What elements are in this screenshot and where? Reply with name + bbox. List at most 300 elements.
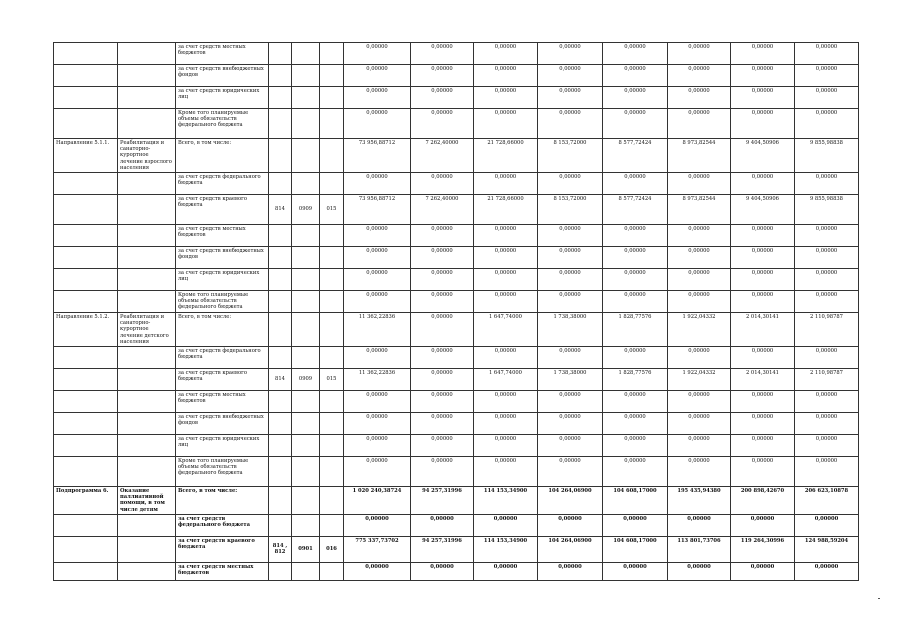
year-amount-cell: 0,00000 (795, 247, 859, 269)
program-code-cell (54, 391, 118, 413)
year-amount-cell: 0,00000 (731, 247, 795, 269)
grbs-code-cell (269, 347, 292, 369)
year-amount-cell: 0,00000 (795, 514, 859, 536)
year-amount-cell: 0,00000 (538, 247, 603, 269)
program-code-cell (54, 562, 118, 580)
year-amount-cell: 0,00000 (795, 269, 859, 291)
grbs-code-cell (269, 247, 292, 269)
year-amount-cell: 0,00000 (411, 65, 474, 87)
year-amount-cell: 0,00000 (474, 457, 538, 487)
section-code-cell (292, 109, 320, 139)
section-code-cell (292, 65, 320, 87)
grbs-code-cell (269, 313, 292, 347)
year-amount-cell: 0,00000 (668, 87, 731, 109)
funding-source-cell: за счет средств федерального бюджета (176, 514, 269, 536)
year-amount-cell: 0,00000 (603, 457, 668, 487)
grbs-code-cell: 814 , 812 (269, 536, 292, 562)
target-code-cell (320, 87, 344, 109)
target-code-cell (320, 43, 344, 65)
year-amount-cell: 0,00000 (474, 173, 538, 195)
program-name-cell (118, 369, 176, 391)
funding-source-cell: за счет средств местных бюджетов (176, 43, 269, 65)
funding-source-cell: Всего, в том числе: (176, 313, 269, 347)
year-amount-cell: 0,00000 (411, 347, 474, 369)
funding-source-cell: за счет средств федерального бюджета (176, 173, 269, 195)
year-amount-cell: 0,00000 (668, 109, 731, 139)
year-amount-cell: 0,00000 (411, 457, 474, 487)
year-amount-cell: 0,00000 (474, 225, 538, 247)
program-name-cell (118, 457, 176, 487)
year-amount-cell: 0,00000 (538, 514, 603, 536)
year-amount-cell: 0,00000 (795, 391, 859, 413)
year-amount-cell: 0,00000 (474, 514, 538, 536)
target-code-cell (320, 313, 344, 347)
year-amount-cell: 1 647,74000 (474, 369, 538, 391)
section-code-cell (292, 487, 320, 515)
target-code-cell (320, 347, 344, 369)
total-amount-cell: 0,00000 (344, 413, 411, 435)
year-amount-cell: 0,00000 (731, 413, 795, 435)
funding-source-cell: Всего, в том числе: (176, 487, 269, 515)
section-code-cell (292, 562, 320, 580)
year-amount-cell: 0,00000 (603, 43, 668, 65)
year-amount-cell: 0,00000 (538, 435, 603, 457)
year-amount-cell: 104 264,06900 (538, 536, 603, 562)
program-code-cell (54, 173, 118, 195)
year-amount-cell: 0,00000 (411, 391, 474, 413)
total-amount-cell: 11 362,22836 (344, 369, 411, 391)
funding-source-cell: за счет средств краевого бюджета (176, 536, 269, 562)
section-code-cell (292, 247, 320, 269)
year-amount-cell: 0,00000 (474, 291, 538, 313)
program-name-cell (118, 413, 176, 435)
year-amount-cell: 0,00000 (795, 225, 859, 247)
grbs-code-cell (269, 87, 292, 109)
year-amount-cell: 0,00000 (411, 269, 474, 291)
year-amount-cell: 0,00000 (603, 291, 668, 313)
year-amount-cell: 0,00000 (603, 173, 668, 195)
program-code-cell (54, 43, 118, 65)
year-amount-cell: 114 153,34900 (474, 487, 538, 515)
year-amount-cell: 1 922,04332 (668, 369, 731, 391)
program-code-cell (54, 536, 118, 562)
year-amount-cell: 0,00000 (668, 43, 731, 65)
total-amount-cell: 775 337,73702 (344, 536, 411, 562)
year-amount-cell: 94 257,31996 (411, 487, 474, 515)
funding-source-cell: за счет средств краевого бюджета (176, 369, 269, 391)
total-amount-cell: 73 956,88712 (344, 195, 411, 225)
table-row (54, 413, 859, 435)
program-code-cell (54, 291, 118, 313)
program-name-cell (118, 435, 176, 457)
funding-source-cell: Кроме того планируемые объемы обязательств федерального бюджета (176, 291, 269, 313)
program-code-cell: Направление 5.1.2. (54, 313, 118, 347)
funding-source-cell: за счет средств внебюджетных фондов (176, 65, 269, 87)
total-amount-cell: 0,00000 (344, 247, 411, 269)
year-amount-cell: 8 153,72000 (538, 139, 603, 173)
year-amount-cell: 0,00000 (411, 247, 474, 269)
year-amount-cell: 1 828,77576 (603, 369, 668, 391)
year-amount-cell: 0,00000 (731, 514, 795, 536)
target-code-cell: 016 (320, 536, 344, 562)
year-amount-cell: 0,00000 (474, 562, 538, 580)
funding-source-cell: за счет средств внебюджетных фондов (176, 413, 269, 435)
year-amount-cell: 0,00000 (795, 347, 859, 369)
total-amount-cell: 0,00000 (344, 225, 411, 247)
target-code-cell (320, 435, 344, 457)
year-amount-cell: 0,00000 (603, 562, 668, 580)
grbs-code-cell (269, 109, 292, 139)
grbs-code-cell (269, 291, 292, 313)
year-amount-cell: 0,00000 (538, 269, 603, 291)
year-amount-cell: 0,00000 (795, 457, 859, 487)
total-amount-cell: 0,00000 (344, 291, 411, 313)
target-code-cell (320, 225, 344, 247)
program-name-cell: Реабилитация и санаторно-курортное лечение детского населения (118, 313, 176, 347)
total-amount-cell: 0,00000 (344, 109, 411, 139)
target-code-cell (320, 109, 344, 139)
section-code-cell (292, 347, 320, 369)
year-amount-cell: 0,00000 (731, 391, 795, 413)
program-name-cell (118, 173, 176, 195)
funding-source-cell: за счет средств внебюджетных фондов (176, 247, 269, 269)
year-amount-cell: 8 973,82544 (668, 195, 731, 225)
section-code-cell (292, 269, 320, 291)
section-code-cell (292, 173, 320, 195)
funding-source-cell: Всего, в том числе: (176, 139, 269, 173)
program-code-cell (54, 347, 118, 369)
section-code-cell (292, 87, 320, 109)
target-code-cell (320, 247, 344, 269)
funding-source-cell: за счет средств краевого бюджета (176, 195, 269, 225)
program-name-cell: Оказание паллиативной помощи, в том числе детям (118, 487, 176, 515)
year-amount-cell: 104 264,06900 (538, 487, 603, 515)
year-amount-cell: 0,00000 (603, 247, 668, 269)
year-amount-cell: 0,00000 (795, 413, 859, 435)
table-row (54, 435, 859, 457)
year-amount-cell: 2 014,30141 (731, 313, 795, 347)
table-row (54, 391, 859, 413)
year-amount-cell: 0,00000 (474, 87, 538, 109)
table-row (54, 225, 859, 247)
year-amount-cell: 0,00000 (603, 65, 668, 87)
year-amount-cell: 0,00000 (795, 43, 859, 65)
section-code-cell (292, 139, 320, 173)
table-row (54, 487, 859, 515)
year-amount-cell: 0,00000 (668, 457, 731, 487)
year-amount-cell: 0,00000 (538, 87, 603, 109)
year-amount-cell: 0,00000 (603, 413, 668, 435)
year-amount-cell: 1 922,04332 (668, 313, 731, 347)
year-amount-cell: 104 608,17000 (603, 536, 668, 562)
year-amount-cell: 0,00000 (731, 562, 795, 580)
target-code-cell (320, 457, 344, 487)
table-row (54, 313, 859, 347)
program-code-cell (54, 65, 118, 87)
year-amount-cell: 0,00000 (795, 291, 859, 313)
year-amount-cell: 7 262,40000 (411, 139, 474, 173)
grbs-code-cell (269, 139, 292, 173)
year-amount-cell: 0,00000 (603, 435, 668, 457)
target-code-cell: 015 (320, 369, 344, 391)
grbs-code-cell (269, 514, 292, 536)
year-amount-cell: 0,00000 (603, 514, 668, 536)
program-name-cell (118, 536, 176, 562)
section-code-cell (292, 457, 320, 487)
funding-source-cell: за счет средств местных бюджетов (176, 225, 269, 247)
total-amount-cell: 0,00000 (344, 43, 411, 65)
grbs-code-cell (269, 225, 292, 247)
program-code-cell (54, 269, 118, 291)
year-amount-cell: 8 577,72424 (603, 195, 668, 225)
year-amount-cell: 119 264,30996 (731, 536, 795, 562)
year-amount-cell: 2 014,30141 (731, 369, 795, 391)
total-amount-cell: 1 020 240,38724 (344, 487, 411, 515)
section-code-cell: 0901 (292, 536, 320, 562)
table-row (54, 536, 859, 562)
year-amount-cell: 0,00000 (603, 391, 668, 413)
year-amount-cell: 0,00000 (731, 87, 795, 109)
year-amount-cell: 0,00000 (411, 369, 474, 391)
table-row (54, 109, 859, 139)
year-amount-cell: 0,00000 (668, 435, 731, 457)
section-code-cell (292, 514, 320, 536)
year-amount-cell: 0,00000 (603, 225, 668, 247)
funding-source-cell: за счет средств федерального бюджета (176, 347, 269, 369)
year-amount-cell: 0,00000 (731, 291, 795, 313)
year-amount-cell: 0,00000 (474, 269, 538, 291)
year-amount-cell: 114 153,34900 (474, 536, 538, 562)
funding-source-cell: за счет средств юридических лиц (176, 269, 269, 291)
year-amount-cell: 0,00000 (603, 109, 668, 139)
year-amount-cell: 0,00000 (538, 291, 603, 313)
target-code-cell (320, 391, 344, 413)
year-amount-cell: 1 738,38000 (538, 313, 603, 347)
table-row (54, 247, 859, 269)
grbs-code-cell (269, 457, 292, 487)
total-amount-cell: 0,00000 (344, 457, 411, 487)
year-amount-cell: 113 801,73706 (668, 536, 731, 562)
program-code-cell: Направление 5.1.1. (54, 139, 118, 173)
table-row (54, 65, 859, 87)
year-amount-cell: 0,00000 (668, 225, 731, 247)
table-row (54, 269, 859, 291)
year-amount-cell: 104 608,17000 (603, 487, 668, 515)
section-code-cell (292, 225, 320, 247)
year-amount-cell: 2 110,98787 (795, 313, 859, 347)
year-amount-cell: 0,00000 (538, 347, 603, 369)
program-code-cell (54, 247, 118, 269)
year-amount-cell: 0,00000 (603, 347, 668, 369)
year-amount-cell: 0,00000 (538, 562, 603, 580)
table-row (54, 369, 859, 391)
year-amount-cell: 0,00000 (474, 247, 538, 269)
program-code-cell (54, 514, 118, 536)
grbs-code-cell (269, 269, 292, 291)
year-amount-cell: 0,00000 (668, 391, 731, 413)
year-amount-cell: 0,00000 (538, 225, 603, 247)
year-amount-cell: 0,00000 (474, 435, 538, 457)
year-amount-cell: 0,00000 (474, 347, 538, 369)
grbs-code-cell (269, 413, 292, 435)
year-amount-cell: 124 988,59204 (795, 536, 859, 562)
year-amount-cell: 0,00000 (668, 291, 731, 313)
year-amount-cell: 0,00000 (668, 514, 731, 536)
year-amount-cell: 0,00000 (731, 65, 795, 87)
year-amount-cell: 0,00000 (603, 269, 668, 291)
year-amount-cell: 2 110,98787 (795, 369, 859, 391)
table-row (54, 139, 859, 173)
total-amount-cell: 0,00000 (344, 435, 411, 457)
year-amount-cell: 0,00000 (731, 225, 795, 247)
grbs-code-cell (269, 65, 292, 87)
year-amount-cell: 0,00000 (668, 247, 731, 269)
year-amount-cell: 0,00000 (731, 457, 795, 487)
section-code-cell: 0909 (292, 195, 320, 225)
year-amount-cell: 1 738,38000 (538, 369, 603, 391)
program-name-cell (118, 562, 176, 580)
program-code-cell (54, 109, 118, 139)
year-amount-cell: 0,00000 (474, 413, 538, 435)
year-amount-cell: 200 898,42670 (731, 487, 795, 515)
year-amount-cell: 0,00000 (795, 435, 859, 457)
program-name-cell (118, 247, 176, 269)
target-code-cell (320, 173, 344, 195)
funding-source-cell: за счет средств местных бюджетов (176, 562, 269, 580)
program-name-cell (118, 87, 176, 109)
year-amount-cell: 0,00000 (668, 173, 731, 195)
year-amount-cell: 0,00000 (795, 173, 859, 195)
section-code-cell (292, 391, 320, 413)
year-amount-cell: 0,00000 (474, 109, 538, 139)
funding-source-cell: за счет средств юридических лиц (176, 87, 269, 109)
year-amount-cell: 195 435,94380 (668, 487, 731, 515)
year-amount-cell: 0,00000 (731, 435, 795, 457)
program-name-cell (118, 347, 176, 369)
year-amount-cell: 0,00000 (411, 435, 474, 457)
target-code-cell (320, 291, 344, 313)
year-amount-cell: 1 647,74000 (474, 313, 538, 347)
year-amount-cell: 0,00000 (731, 347, 795, 369)
year-amount-cell: 0,00000 (731, 43, 795, 65)
scan-speck (878, 598, 880, 599)
year-amount-cell: 0,00000 (668, 562, 731, 580)
program-name-cell (118, 109, 176, 139)
year-amount-cell: 1 828,77576 (603, 313, 668, 347)
year-amount-cell: 0,00000 (538, 109, 603, 139)
year-amount-cell: 0,00000 (668, 347, 731, 369)
grbs-code-cell (269, 43, 292, 65)
program-name-cell (118, 514, 176, 536)
section-code-cell: 0909 (292, 369, 320, 391)
year-amount-cell: 0,00000 (411, 291, 474, 313)
year-amount-cell: 7 262,40000 (411, 195, 474, 225)
program-code-cell (54, 369, 118, 391)
year-amount-cell: 0,00000 (731, 173, 795, 195)
table-row (54, 562, 859, 580)
year-amount-cell: 0,00000 (411, 225, 474, 247)
table-row (54, 195, 859, 225)
grbs-code-cell (269, 435, 292, 457)
target-code-cell: 015 (320, 195, 344, 225)
section-code-cell (292, 413, 320, 435)
total-amount-cell: 0,00000 (344, 562, 411, 580)
table-row (54, 87, 859, 109)
target-code-cell (320, 269, 344, 291)
target-code-cell (320, 487, 344, 515)
year-amount-cell: 0,00000 (474, 65, 538, 87)
grbs-code-cell (269, 487, 292, 515)
year-amount-cell: 0,00000 (603, 87, 668, 109)
total-amount-cell: 0,00000 (344, 173, 411, 195)
grbs-code-cell (269, 562, 292, 580)
year-amount-cell: 0,00000 (538, 391, 603, 413)
year-amount-cell: 9 855,98838 (795, 139, 859, 173)
program-code-cell (54, 195, 118, 225)
year-amount-cell: 0,00000 (411, 562, 474, 580)
funding-source-cell: за счет средств местных бюджетов (176, 391, 269, 413)
year-amount-cell: 0,00000 (411, 514, 474, 536)
section-code-cell (292, 291, 320, 313)
total-amount-cell: 0,00000 (344, 87, 411, 109)
year-amount-cell: 0,00000 (411, 173, 474, 195)
total-amount-cell: 0,00000 (344, 514, 411, 536)
table-body (54, 43, 859, 581)
table-row (54, 291, 859, 313)
total-amount-cell: 73 956,88712 (344, 139, 411, 173)
funding-source-cell: Кроме того планируемые объемы обязательств федерального бюджета (176, 109, 269, 139)
total-amount-cell: 0,00000 (344, 391, 411, 413)
year-amount-cell: 8 973,82544 (668, 139, 731, 173)
section-code-cell (292, 313, 320, 347)
target-code-cell (320, 65, 344, 87)
budget-table (53, 42, 859, 581)
table-row (54, 347, 859, 369)
program-name-cell (118, 43, 176, 65)
program-code-cell (54, 225, 118, 247)
year-amount-cell: 0,00000 (411, 87, 474, 109)
year-amount-cell: 0,00000 (538, 43, 603, 65)
year-amount-cell: 0,00000 (474, 43, 538, 65)
year-amount-cell: 0,00000 (411, 43, 474, 65)
table-row (54, 173, 859, 195)
year-amount-cell: 9 855,98838 (795, 195, 859, 225)
funding-source-cell: Кроме того планируемые объемы обязательств федерального бюджета (176, 457, 269, 487)
year-amount-cell: 206 623,10878 (795, 487, 859, 515)
year-amount-cell: 0,00000 (795, 109, 859, 139)
program-name-cell (118, 195, 176, 225)
target-code-cell (320, 413, 344, 435)
year-amount-cell: 0,00000 (795, 87, 859, 109)
total-amount-cell: 0,00000 (344, 269, 411, 291)
total-amount-cell: 0,00000 (344, 347, 411, 369)
year-amount-cell: 0,00000 (795, 65, 859, 87)
year-amount-cell: 9 404,50906 (731, 139, 795, 173)
year-amount-cell: 0,00000 (411, 413, 474, 435)
year-amount-cell: 8 577,72424 (603, 139, 668, 173)
program-code-cell (54, 413, 118, 435)
year-amount-cell: 0,00000 (538, 413, 603, 435)
year-amount-cell: 8 153,72000 (538, 195, 603, 225)
year-amount-cell: 94 257,31996 (411, 536, 474, 562)
grbs-code-cell: 814 (269, 195, 292, 225)
program-name-cell (118, 225, 176, 247)
year-amount-cell: 0,00000 (411, 313, 474, 347)
grbs-code-cell (269, 391, 292, 413)
program-name-cell: Реабилитация и санаторно-курортное лечение взрослого населения (118, 139, 176, 173)
program-code-cell (54, 457, 118, 487)
target-code-cell (320, 139, 344, 173)
